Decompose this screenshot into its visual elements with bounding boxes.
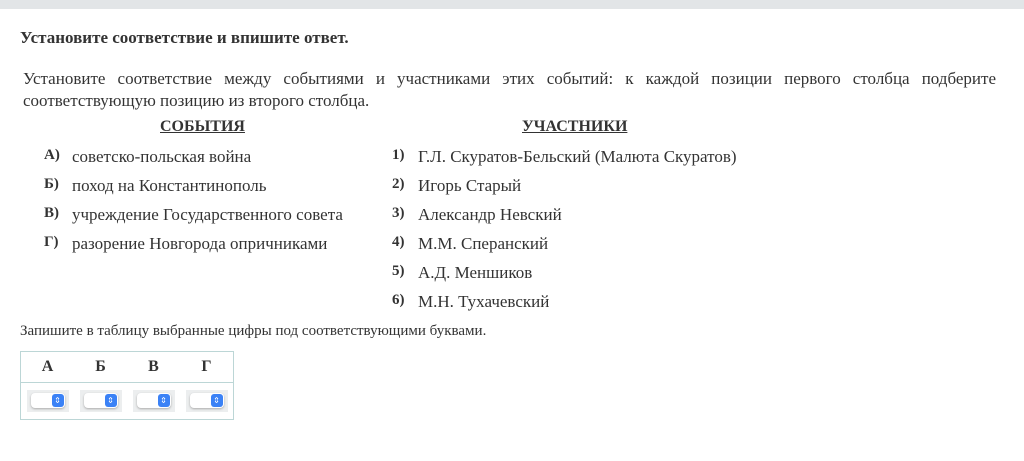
instruction: Запишите в таблицу выбранные цифры под соответствующими буквами. (20, 323, 487, 339)
participant-key: 1) (392, 147, 405, 163)
participant-item (392, 292, 549, 312)
participant-item (392, 263, 532, 283)
answer-select-g[interactable] (186, 390, 228, 412)
event-item (44, 147, 251, 167)
participant-key: 3) (392, 205, 405, 221)
participant-text: Александр Невский (418, 205, 562, 224)
event-key: В) (44, 205, 59, 221)
event-key: Г) (44, 234, 59, 250)
answer-table (20, 351, 234, 420)
participant-text: М.М. Сперанский (418, 234, 549, 253)
participant-text: М.Н. Тухачевский (418, 292, 550, 311)
answer-select-v[interactable] (133, 390, 175, 412)
task-intro: Установите соответствие между событиями и участниками этих событий: к каждой позиции первого столбца подберите соответствующую позицию из второго столбца. (23, 69, 996, 110)
participant-key: 6) (392, 292, 405, 308)
event-text: поход на Константинополь (72, 176, 267, 195)
event-text: советско-польская война (72, 147, 252, 166)
participant-item (392, 234, 548, 254)
participants-header: УЧАСТНИКИ (522, 118, 628, 135)
column-header-g: Г (180, 352, 234, 383)
event-item (44, 205, 343, 225)
event-text: разорение Новгорода опричниками (72, 234, 328, 253)
event-text: учреждение Государственного совета (72, 205, 343, 224)
chevron-updown-icon: ⇕ (52, 394, 64, 407)
top-bar (0, 0, 1024, 9)
chevron-updown-icon: ⇕ (211, 394, 223, 407)
event-key: А) (44, 147, 60, 163)
column-header-v: В (127, 352, 180, 383)
participant-text: А.Д. Меншиков (418, 263, 533, 282)
chevron-updown-icon: ⇕ (158, 394, 170, 407)
participant-item (392, 205, 562, 225)
participant-key: 5) (392, 263, 405, 279)
event-item (44, 176, 266, 196)
answer-select-a[interactable] (27, 390, 69, 412)
participant-item (392, 147, 737, 167)
events-header: СОБЫТИЯ (160, 118, 245, 135)
task-title: Установите соответствие и впишите ответ. (20, 28, 349, 47)
participant-text: Г.Л. Скуратов-Бельский (Малюта Скуратов) (418, 147, 737, 166)
participant-key: 4) (392, 234, 405, 250)
answer-select-b[interactable] (80, 390, 122, 412)
event-key: Б) (44, 176, 59, 192)
chevron-updown-icon: ⇕ (105, 394, 117, 407)
column-header-a: А (21, 352, 75, 383)
participant-item (392, 176, 521, 196)
column-header-b: Б (74, 352, 127, 383)
participant-key: 2) (392, 176, 405, 192)
participant-text: Игорь Старый (418, 176, 522, 195)
event-item (44, 234, 327, 254)
